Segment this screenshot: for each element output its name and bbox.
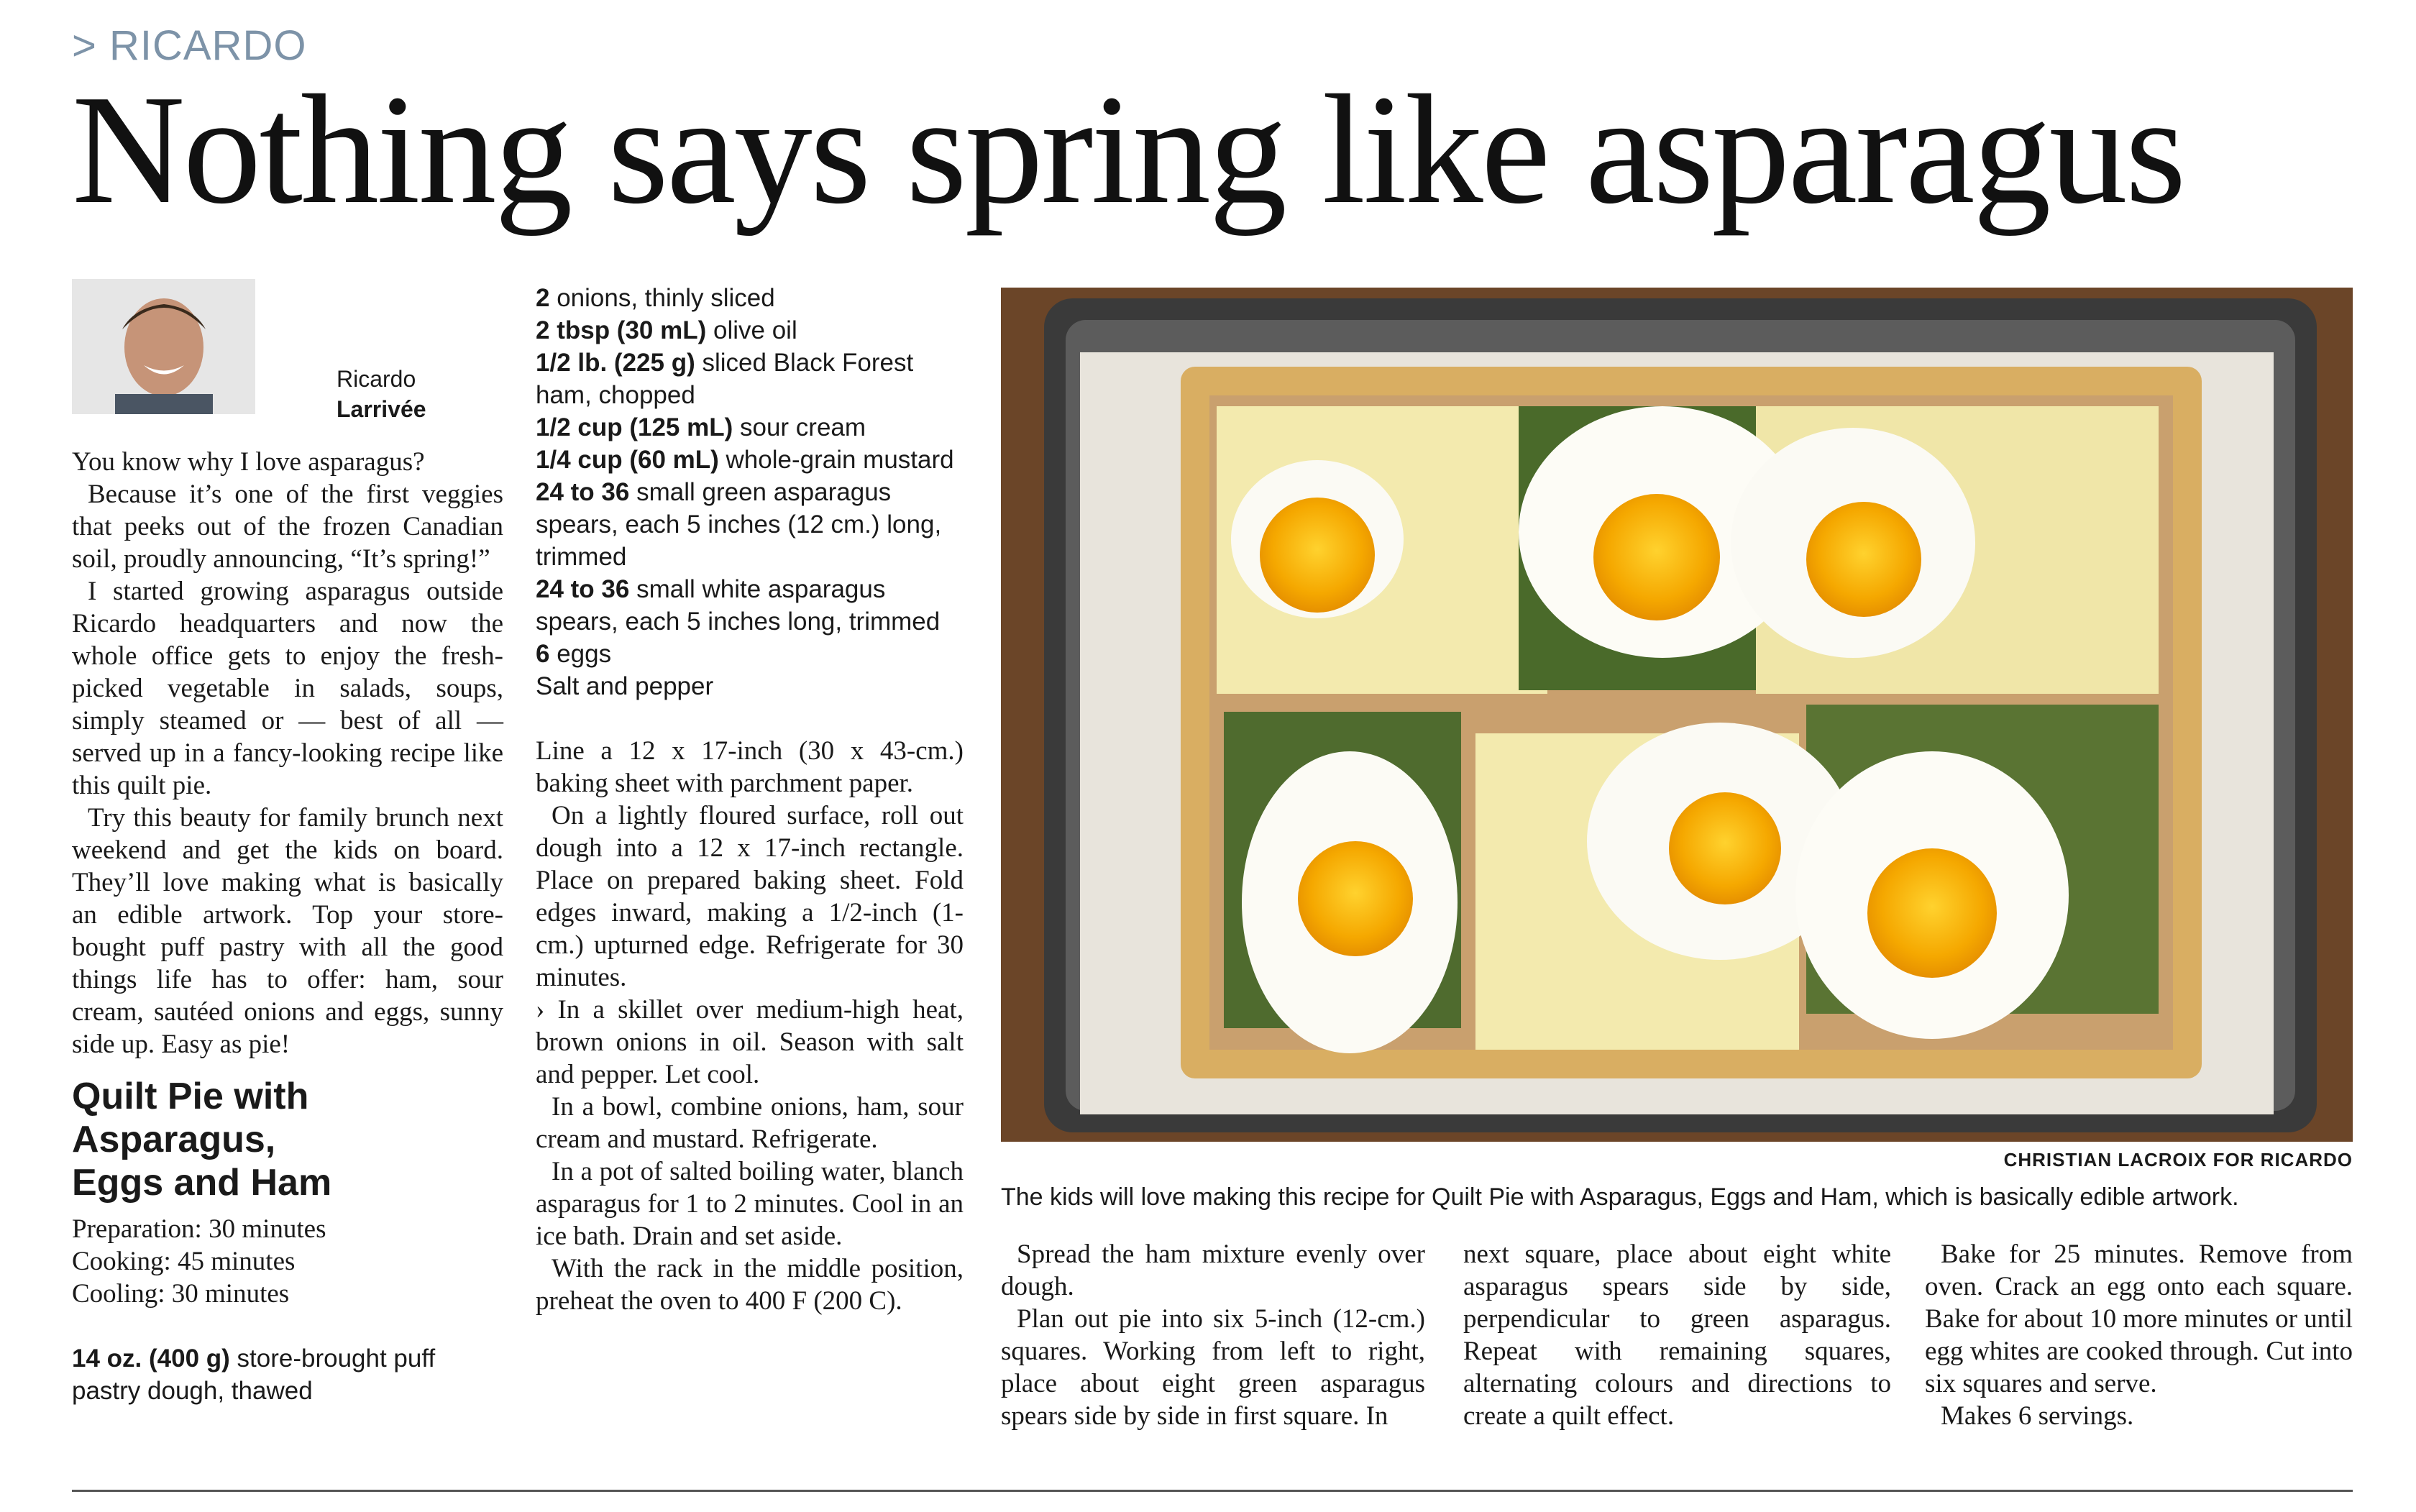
- bottom-rule: [72, 1490, 2353, 1492]
- ingredients-list: [536, 282, 964, 702]
- column-4: next square, place about eight white asparagus spears side by side, perpendicular to green asparagus. Repeat with remaining squares, alternating colours and directions to create a quilt effect.: [1463, 1240, 1891, 1431]
- ingredient-item: 1/4 cup (60 mL) whole-grain mustard: [536, 446, 954, 474]
- ingredient-item: Salt and pepper: [536, 672, 714, 700]
- ingredient-item: 2 onions, thinly sliced: [536, 284, 775, 312]
- headline: Nothing says spring like asparagus: [72, 63, 2184, 237]
- author-block: [72, 279, 503, 430]
- recipe-title: Quilt Pie with Asparagus, Eggs and Ham: [72, 1076, 332, 1204]
- intro-text: You know why I love asparagus? Because it’s one of the first veggies that peeks out of the frozen Canadian soil, proudly announcing, “It’s spring!” I started growing asparagus outside Ricardo headquarters and now the whole office gets to enjoy the fresh-picked vegetable in salads, soups, simply steamed or — best of all — served up in a fancy-looking recipe like this quilt pie. Try this beauty for family brunch next weekend and get the kids on board. They’ll love making what is basically an edible artwork. Top your store-bought puff pastry with all the good things life has to offer: ham, sour cream, sautéed onions and eggs, sunny side up. Easy as pie!: [72, 447, 503, 1059]
- method-steps: Line a 12 x 17-inch (30 x 43-cm.) baking sheet with parchment paper. On a lightly floured surface, roll out dough into a 12 x 17-inch rectangle. Place on prepared baking sheet. Fold edges inward, making a 1/2-inch (1-cm.) upturned edge. Refrigerate for 30 minutes. › In a skillet over medium-high heat, brown onions in oil. Season with salt and pepper. Let cool. In a bowl, combine onions, ham, sour cream and mustard. Refrigerate. In a pot of salted boiling water, blanch asparagus for 1 to 2 minutes. Cool in an ice bath. Drain and set aside. With the rack in the middle position, preheat the oven to 400 F (200 C).: [536, 736, 964, 1316]
- recipe-times: Preparation: 30 minutes Cooking: 45 minutes Cooling: 30 minutes: [72, 1214, 326, 1309]
- author-photo: [72, 279, 255, 414]
- ingredient-item: 2 tbsp (30 mL) olive oil: [536, 316, 797, 344]
- column-3: Spread the ham mixture evenly over dough. Plan out pie into six 5-inch (12-cm.) squares. Working from left to right, place about eight green asparagus spears side by side in first square. In: [1001, 1240, 1425, 1431]
- ingredient-item: 24 to 36 small green asparagus spears, each 5 inches (12 cm.) long, trimmed: [536, 478, 942, 571]
- ingredient-item: 14 oz. (400 g) store-brought puff pastry dough, thawed: [72, 1344, 436, 1405]
- photo-credit: CHRISTIAN LACROIX FOR RICARDO: [2003, 1149, 2353, 1170]
- author-name: Ricardo Larrivée: [337, 366, 426, 422]
- recipe-photo: [1001, 288, 2353, 1142]
- ingredient-item: 6 eggs: [536, 640, 612, 668]
- ingredient-item: 1/2 lb. (225 g) sliced Black Forest ham, chopped: [536, 349, 914, 409]
- column-1: [72, 279, 503, 1407]
- ingredient-item: 24 to 36 small white asparagus spears, each 5 inches long, trimmed: [536, 575, 941, 636]
- section-kicker: > RICARDO: [72, 22, 307, 69]
- column-2: [536, 282, 964, 1317]
- column-5: Bake for 25 minutes. Remove from oven. Crack an egg onto each square. Bake for about 10 more minutes or until egg whites are cooked through. Cut into six squares and serve. Makes 6 servings.: [1925, 1240, 2353, 1431]
- photo-caption: The kids will love making this recipe for Quilt Pie with Asparagus, Eggs and Ham, which is basically edible artwork.: [1001, 1183, 2239, 1211]
- ingredient-item: 1/2 cup (125 mL) sour cream: [536, 413, 866, 441]
